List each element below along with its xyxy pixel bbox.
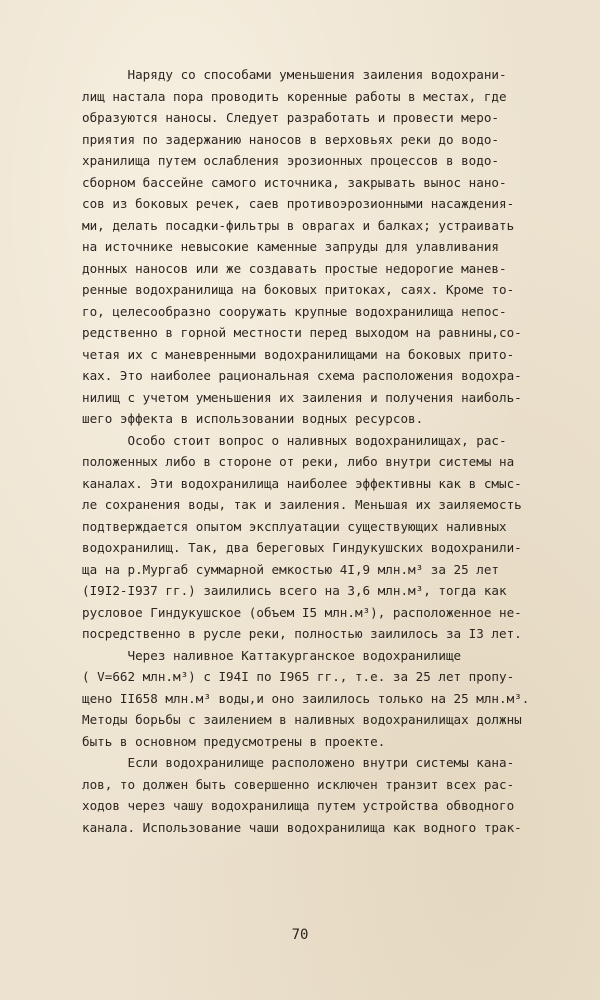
text-line: хранилища путем ослабления эрозионных процессов в водо-	[82, 153, 500, 168]
text-line: четая их с маневренными водохранилищами на боковых прито-	[82, 346, 515, 362]
text-line: редственно в горной местности перед выходом на равнины,со-	[82, 325, 522, 340]
text-line: русловое Гиндукушское (объем I5 млн.м³), расположенное не-	[82, 604, 522, 620]
text-line: ща на р.Мургаб суммарной емкостью 4I,9 млн.м³ за 25 лет	[82, 561, 500, 577]
text-line: донных наносов или же создавать простые недорогие манев-	[82, 260, 507, 276]
text-line: щено II658 млн.м³ воды,и оно заилилось только на 25 млн.м³.	[82, 690, 530, 706]
text-line: нилищ с учетом уменьшения их заиления и получения наиболь-	[82, 389, 522, 405]
text-line: образуются наносы. Следует разработать и провести меро-	[82, 110, 500, 125]
text-line: Если водохранилище расположено внутри системы кана-	[82, 755, 515, 770]
text-line: Методы борьбы с заилением в наливных водохранилищах должны	[82, 712, 522, 727]
text-line: водохранилищ. Так, два береговых Гиндукушских водохранили-	[82, 540, 522, 555]
text-line: канала. Использование чаши водохранилища как водного трак-	[82, 819, 522, 835]
text-line: го, целесообразно сооружать крупные водохранилища непос-	[82, 303, 507, 319]
text-line: Особо стоит вопрос о наливных водохранилищах, рас-	[82, 432, 507, 448]
body-text	[82, 64, 600, 838]
text-line: лищ настала пора проводить коренные работы в местах, где	[82, 88, 507, 104]
text-line: подтверждается опытом эксплуатации существующих наливных	[82, 518, 507, 534]
text-line: посредственно в русле реки, полностью заилилось за I3 лет.	[82, 626, 522, 641]
text-line: ходов через чашу водохранилища путем устройства обводного	[82, 798, 515, 813]
text-line: сов из боковых речек, саев противоэрозионными насаждения-	[82, 196, 515, 211]
text-line: лов, то должен быть совершенно исключен транзит всех рас-	[82, 776, 515, 792]
text-line: приятия по задержанию наносов в верховьях реки до водо-	[82, 131, 500, 147]
text-line: на источнике невысокие каменные запруды для улавливания	[82, 239, 500, 254]
text-line: ( V=662 млн.м³) с I94I по I965 гг., т.е. за 25 лет пропу-	[82, 669, 515, 684]
page-number: 70	[291, 927, 309, 943]
text-line: шего эффекта в использовании водных ресурсов.	[82, 411, 424, 426]
text-line: (I9I2-I937 гг.) заилились всего на 3,6 млн.м³, тогда как	[82, 583, 507, 598]
text-line: ках. Это наиболее рациональная схема расположения водохра-	[82, 368, 522, 383]
text-line: ми, делать посадки-фильтры в оврагах и балках; устраивать	[82, 217, 515, 233]
text-line: положенных либо в стороне от реки, либо внутри системы на	[82, 454, 515, 469]
text-line: быть в основном предусмотрены в проекте.	[82, 733, 386, 749]
text-line: сборном бассейне самого источника, закрывать вынос нано-	[82, 174, 507, 190]
text-line: ле сохранения воды, так и заиления. Меньшая их заиляемость	[82, 497, 522, 512]
text-line: Наряду со способами уменьшения заиления водохрани-	[82, 67, 507, 82]
text-line: ренные водохранилища на боковых притоках, саях. Кроме то-	[82, 282, 515, 297]
text-line: Через наливное Каттакурганское водохранилище	[82, 647, 462, 663]
text-line: каналах. Эти водохранилища наиболее эффективны как в смыс-	[82, 475, 522, 491]
